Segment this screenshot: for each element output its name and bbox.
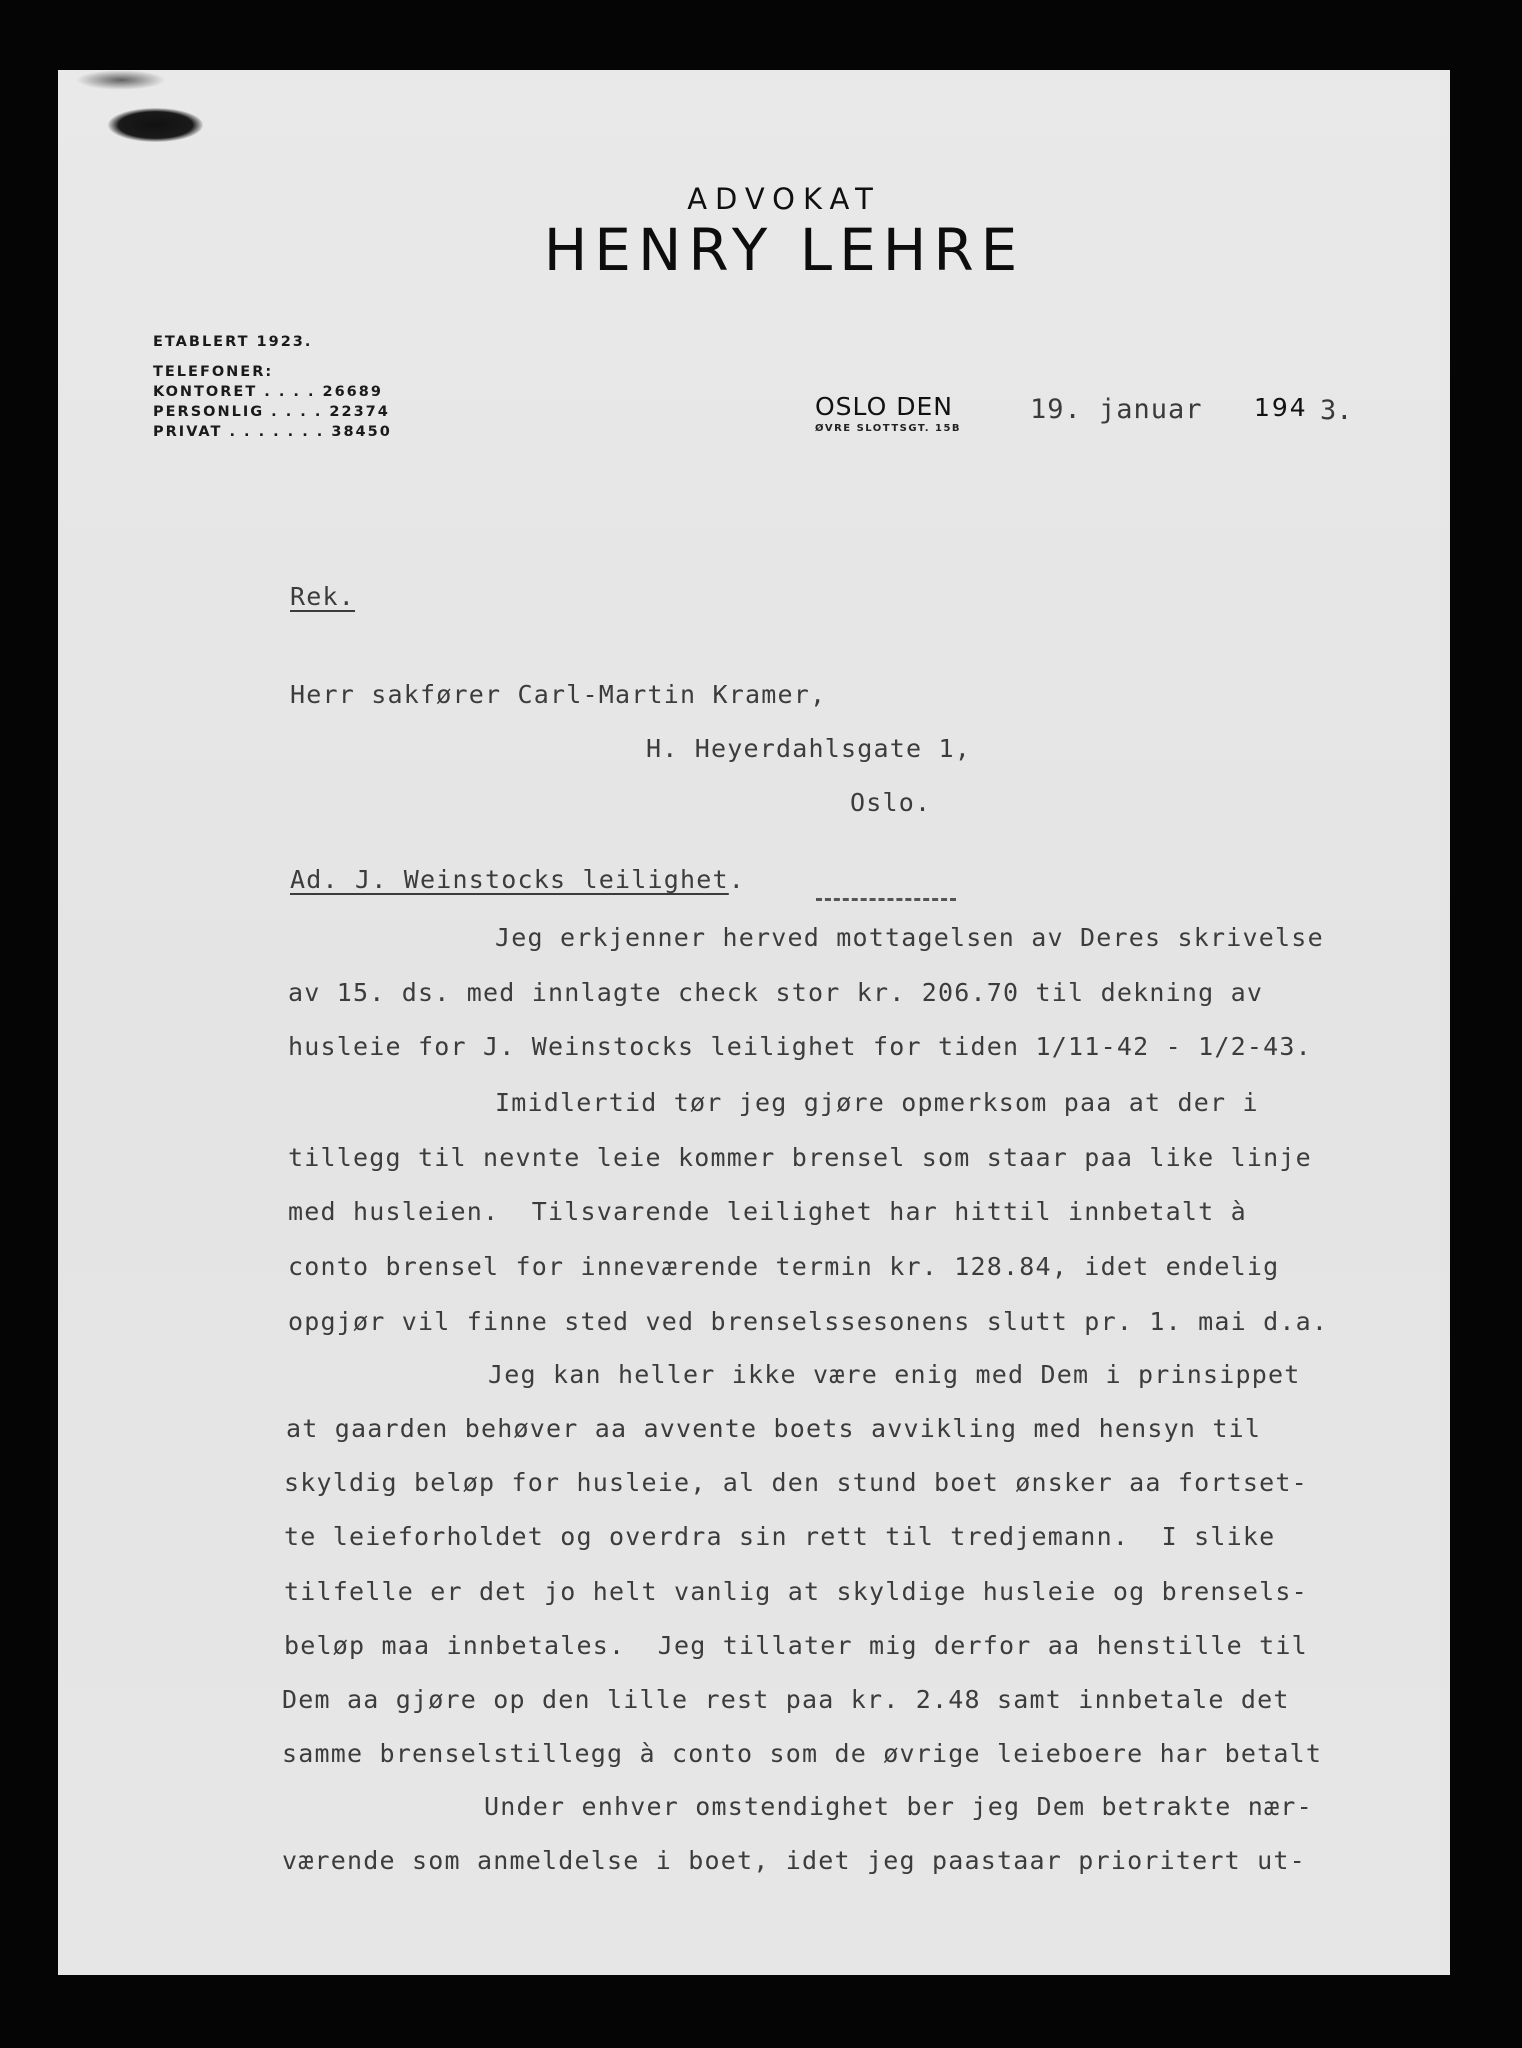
city-label: OSLO DEN [815, 392, 953, 421]
body-line: Jeg kan heller ikke være enig med Dem i prinsippet [488, 1360, 1301, 1389]
body-line: Under enhver omstendighet ber jeg Dem betrakte nær- [484, 1792, 1313, 1821]
body-line: at gaarden behøver aa avvente boets avvikling med hensyn til [286, 1414, 1262, 1443]
ink-smudge-top [76, 70, 166, 90]
body-line: med husleien. Tilsvarende leilighet har hittil innbetalt à [288, 1197, 1247, 1226]
body-line: tillegg til nevnte leie kommer brensel som staar paa like linje [288, 1143, 1312, 1172]
phone-office: KONTORET . . . . 26689 [153, 384, 383, 400]
letter-date: 19. januar [1030, 394, 1203, 425]
body-line: av 15. ds. med innlagte check stor kr. 206.70 til dekning av [288, 978, 1264, 1007]
body-line: skyldig beløp for husleie, al den stund boet ønsker aa fortset- [284, 1468, 1308, 1497]
body-line: Dem aa gjøre op den lille rest paa kr. 2.48 samt innbetale det [282, 1685, 1290, 1714]
subject-period: . [728, 865, 746, 894]
subject-line [290, 865, 745, 895]
body-line: beløp maa innbetales. Jeg tillater mig derfor aa henstille til [284, 1631, 1308, 1660]
year-suffix: 3. [1320, 395, 1353, 426]
year-prefix: 194 [1254, 393, 1308, 422]
body-line: conto brensel for inneværende termin kr. 128.84, idet endelig [288, 1252, 1280, 1281]
subject-text: Ad. J. Weinstocks leilighet [290, 865, 729, 894]
body-line: tilfelle er det jo helt vanlig at skyldige husleie og brensels- [284, 1577, 1308, 1606]
letterhead-name: HENRY LEHRE [543, 216, 1025, 284]
body-line: husleie for J. Weinstocks leilighet for tiden 1/11-42 - 1/2-43. [288, 1032, 1312, 1061]
ink-smudge [108, 108, 203, 142]
phones-label: TELEFONER: [153, 364, 274, 380]
separator-line [816, 898, 956, 901]
recipient-city: Oslo. [850, 788, 932, 817]
recipient-street: H. Heyerdahlsgate 1, [646, 734, 972, 763]
body-line: opgjør vil finne sted ved brenselssesonens slutt pr. 1. mai d.a. [288, 1307, 1329, 1336]
letterhead-contact-block [153, 332, 392, 442]
letterhead-profession: ADVOKAT [687, 182, 881, 216]
letter-page [58, 70, 1450, 1975]
city-address-block [815, 392, 961, 434]
established-line: ETABLERT 1923. [153, 334, 313, 350]
registered-mark: Rek. [290, 582, 356, 611]
recipient-name: Herr sakfører Carl-Martin Kramer, [290, 680, 827, 709]
phone-personal: PERSONLIG . . . . 22374 [153, 404, 390, 420]
body-line: værende som anmeldelse i boet, idet jeg paastaar prioritert ut- [282, 1846, 1306, 1875]
body-line: Imidlertid tør jeg gjøre opmerksom paa at der i [495, 1088, 1259, 1117]
phone-private: PRIVAT . . . . . . . 38450 [153, 424, 392, 440]
body-line: Jeg erkjenner herved mottagelsen av Deres skrivelse [495, 923, 1324, 952]
body-line: te leieforholdet og overdra sin rett til tredjemann. I slike [284, 1522, 1276, 1551]
body-line: samme brenselstillegg à conto som de øvrige leieboere har betalt [282, 1739, 1323, 1768]
street-address: ØVRE SLOTTSGT. 15B [815, 423, 962, 434]
